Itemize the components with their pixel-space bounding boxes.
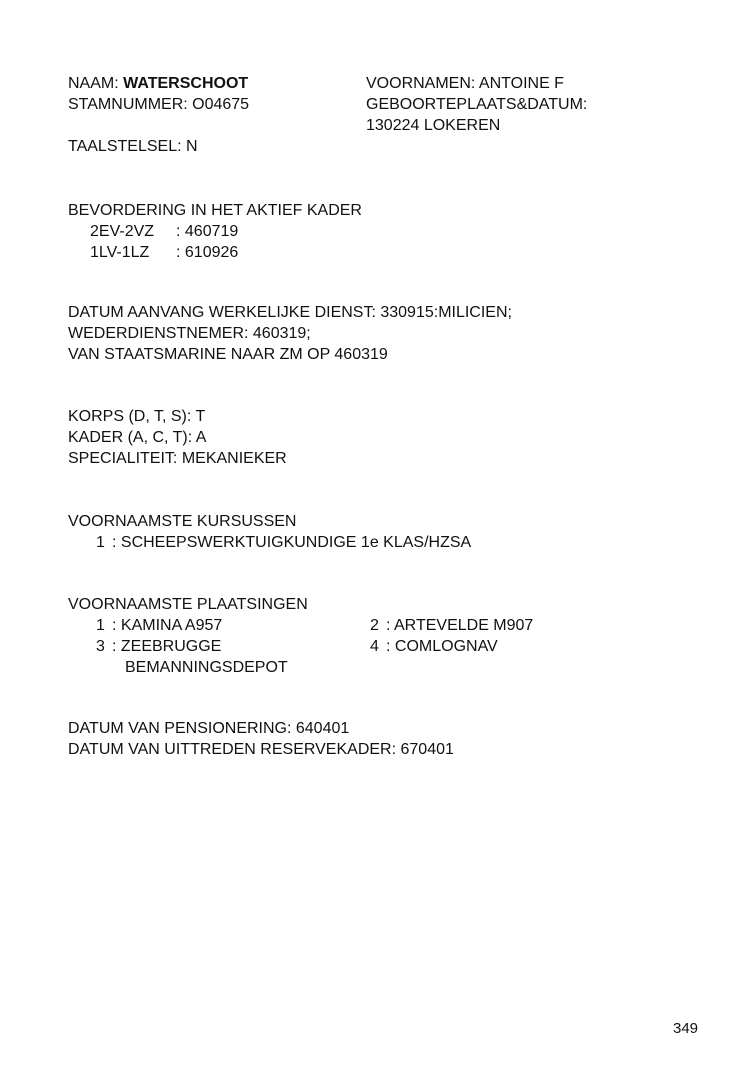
retirement-date: DATUM VAN PENSIONERING: 640401 — [68, 720, 350, 737]
birth-value: 130224 LOKEREN — [366, 117, 501, 134]
promotion-rank: 1LV-1LZ — [90, 244, 150, 261]
surname: WATERSCHOOT — [123, 75, 249, 92]
list-item — [96, 636, 288, 657]
list-item — [96, 657, 288, 678]
birth-label: GEBOORTEPLAATS&DATUM: — [366, 96, 588, 113]
name-label: NAAM: — [68, 75, 124, 92]
corps: KORPS (D, T, S): T — [68, 408, 206, 425]
reserve-exit-date: DATUM VAN UITTREDEN RESERVEKADER: 670401 — [68, 741, 454, 758]
promotion-list — [90, 221, 238, 263]
promotion-rank: 2EV-2VZ — [90, 223, 155, 240]
language-system: TAALSTELSEL: N — [68, 138, 198, 155]
posting-text: : COMLOGNAV — [386, 638, 498, 655]
cadre: KADER (A, C, T): A — [68, 429, 207, 446]
posting-text: : ARTEVELDE M907 — [386, 617, 534, 634]
re-enlistment: WEDERDIENSTNEMER: 460319; — [68, 325, 311, 342]
item-number: 3 — [96, 638, 105, 655]
list-item — [90, 242, 238, 263]
speciality: SPECIALITEIT: MEKANIEKER — [68, 450, 287, 467]
posting-text: : KAMINA A957 — [112, 617, 223, 634]
promotion-date: : 610926 — [176, 244, 239, 261]
item-number: 4 — [370, 638, 379, 655]
item-number: 1 — [96, 534, 105, 551]
postings-heading: VOORNAAMSTE PLAATSINGEN — [68, 596, 308, 613]
stamnummer: STAMNUMMER: O04675 — [68, 96, 250, 113]
course-text: : SCHEEPSWERKTUIGKUNDIGE 1e KLAS/HZSA — [112, 534, 472, 551]
first-names: VOORNAMEN: ANTOINE F — [366, 75, 564, 92]
promotion-heading: BEVORDERING IN HET AKTIEF KADER — [68, 202, 362, 219]
page-number: 349 — [673, 1020, 699, 1037]
list-item — [90, 221, 238, 242]
courses-heading: VOORNAAMSTE KURSUSSEN — [68, 513, 297, 530]
name-line — [68, 73, 248, 94]
posting-text: : ZEEBRUGGE — [112, 638, 222, 655]
list-item — [370, 615, 533, 636]
postings-right-list — [370, 615, 533, 657]
promotion-date: : 460719 — [176, 223, 239, 240]
list-item — [370, 636, 533, 657]
transfer-line: VAN STAATSMARINE NAAR ZM OP 460319 — [68, 346, 388, 363]
item-number: 1 — [96, 617, 105, 634]
list-item — [96, 615, 288, 636]
item-number: 2 — [370, 617, 379, 634]
posting-text: BEMANNINGSDEPOT — [125, 659, 288, 676]
service-start: DATUM AANVANG WERKELIJKE DIENST: 330915:MILICIEN; — [68, 304, 512, 321]
postings-left-list — [96, 615, 288, 678]
list-item — [96, 532, 471, 553]
